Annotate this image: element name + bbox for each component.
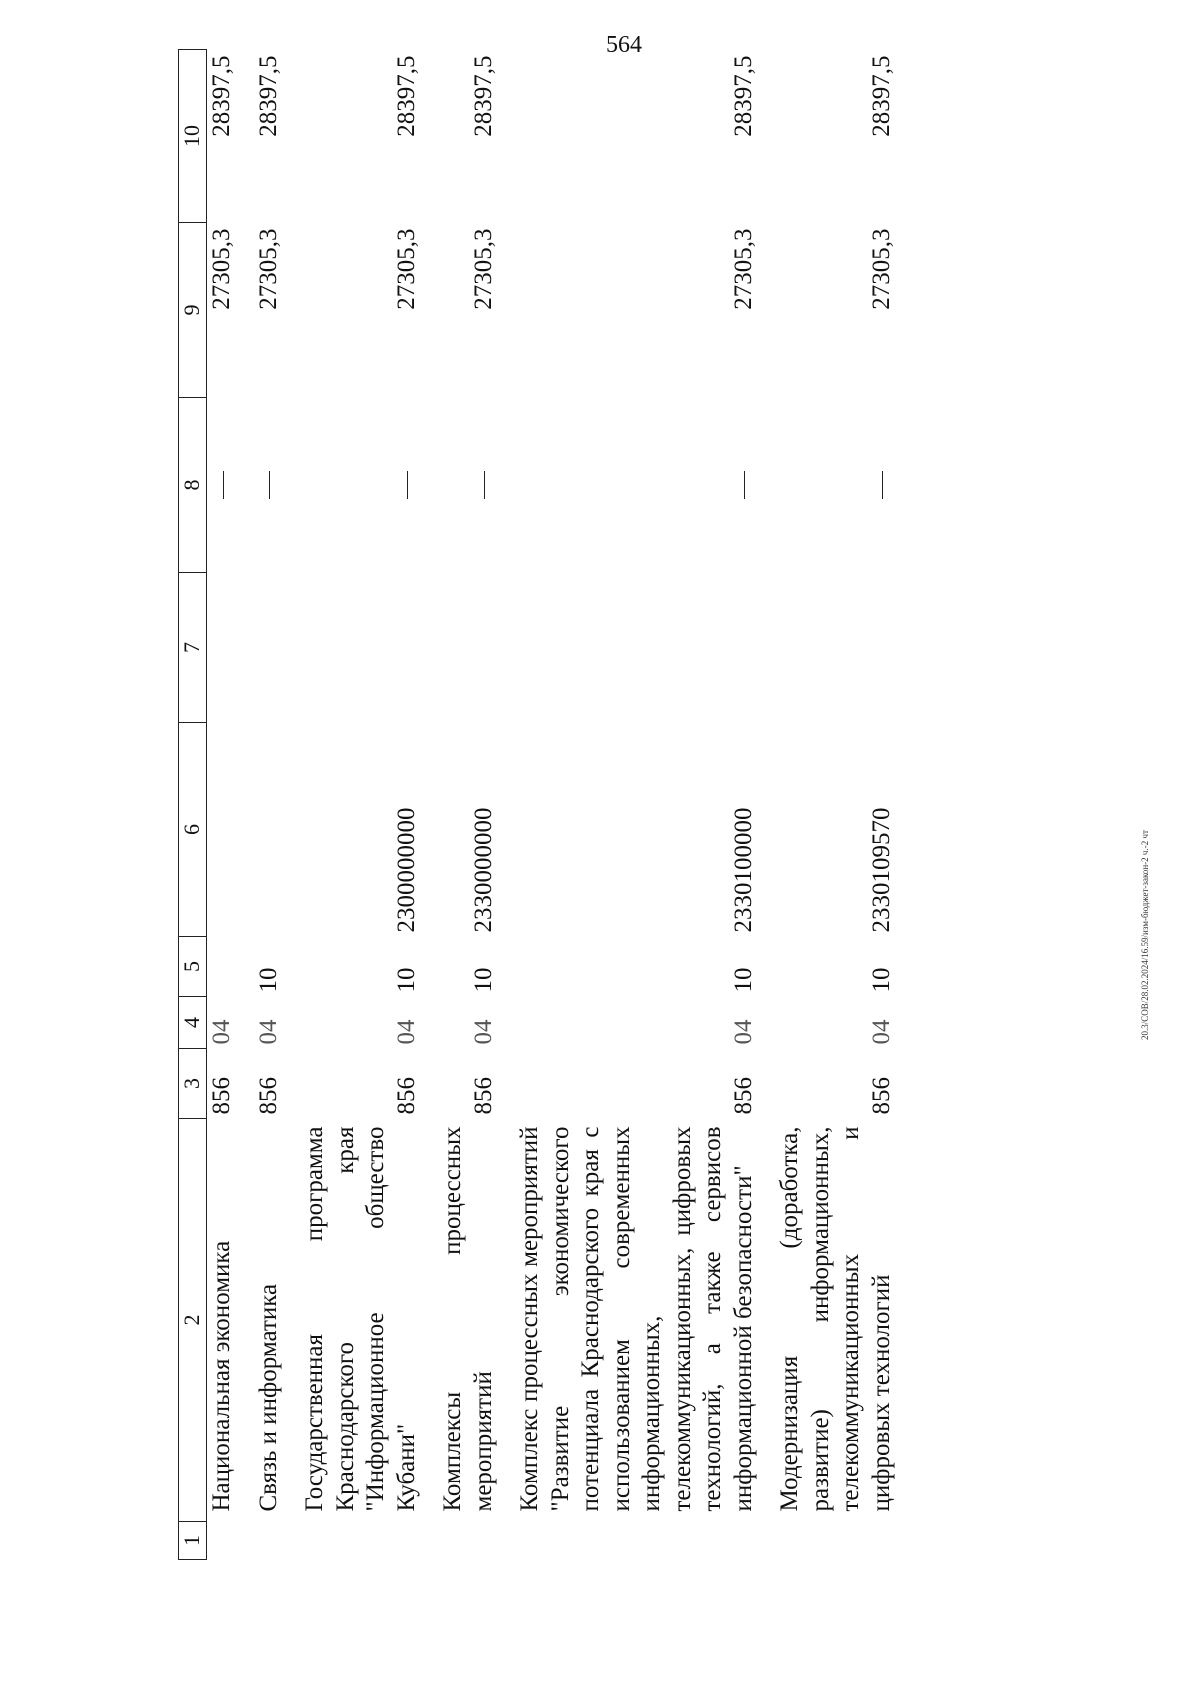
table-row: [422, 50, 499, 1560]
cell-col8: [238, 398, 285, 573]
cell-col6: 2330109570: [867, 807, 895, 933]
dash-mark: [223, 471, 224, 499]
cell-col9: 27305,3: [867, 228, 895, 310]
cell-col1: [207, 1522, 238, 1560]
cell-col4: 04: [469, 1019, 497, 1045]
cell-col9: 27305,3: [729, 228, 757, 310]
cell-col4: 04: [208, 1019, 235, 1045]
column-header: 9: [179, 223, 207, 398]
cell-col8: [284, 398, 422, 573]
footer-code: 20.3/СОВ/28.02.2024/16.59/изм-бюджет-закон-2 ч.-2 чт: [1140, 830, 1150, 1040]
table-row: [207, 50, 238, 1560]
dash-mark: [407, 471, 408, 499]
cell-col3: 856: [392, 1077, 420, 1115]
cell-col6: 2300000000: [392, 807, 420, 933]
cell-col3: 856: [208, 1077, 235, 1115]
cell-col1: [422, 1522, 499, 1560]
cell-col10: 28397,5: [208, 55, 235, 137]
cell-col7: [207, 573, 238, 723]
column-header: 10: [179, 50, 207, 223]
column-header: 2: [179, 1119, 207, 1522]
dash-mark: [882, 471, 883, 499]
cell-col10: 28397,5: [392, 55, 420, 137]
cell-col6: [207, 723, 238, 937]
column-header: 6: [179, 723, 207, 937]
cell-col6: 2330000000: [469, 807, 497, 933]
cell-col7: [759, 573, 897, 723]
cell-col5: 10: [729, 967, 757, 993]
cell-col4: 04: [729, 1019, 757, 1045]
cell-name: Комплексы процессных мероприятий: [439, 1126, 497, 1512]
column-header: 4: [179, 997, 207, 1049]
cell-name: Комплекс процессных мероприятий "Развитие экономического потенциала Краснодарского края с использованием современных информационных, телекоммуникационных, цифровых технологий, а также сервисов информационной безопасности": [516, 1126, 757, 1512]
dash-mark: [744, 471, 745, 499]
column-header: 1: [179, 1522, 207, 1560]
cell-col10: 28397,5: [254, 55, 282, 137]
cell-col8: [499, 398, 759, 573]
table-row: [238, 50, 285, 1560]
cell-col1: [759, 1522, 897, 1560]
cell-col7: [422, 573, 499, 723]
column-header: 3: [179, 1049, 207, 1119]
cell-col3: 856: [729, 1077, 757, 1115]
cell-col5: 10: [254, 967, 282, 993]
table-row: [759, 50, 897, 1560]
cell-col9: 27305,3: [254, 228, 282, 310]
cell-col1: [284, 1522, 422, 1560]
column-header: 8: [179, 398, 207, 573]
cell-name: Модернизация (доработка, развитие) информационных, телекоммуникационных и цифровых технологий: [776, 1126, 895, 1512]
table-row: [284, 50, 422, 1560]
page-number: 564: [606, 32, 642, 58]
dash-mark: [484, 471, 485, 499]
cell-col6: [238, 723, 285, 937]
budget-table: [178, 49, 897, 1560]
cell-col5: 10: [469, 967, 497, 993]
cell-col3: 856: [867, 1077, 895, 1115]
cell-name: Государственная программа Краснодарского края "Информационное общество Кубани": [301, 1126, 420, 1512]
table-row: [499, 50, 759, 1560]
cell-col5: [207, 937, 238, 997]
cell-col8: [422, 398, 499, 573]
cell-col10: 28397,5: [729, 55, 757, 137]
cell-col4: 04: [867, 1019, 895, 1045]
cell-col3: 856: [469, 1077, 497, 1115]
dash-mark: [269, 471, 270, 499]
cell-col9: 27305,3: [469, 228, 497, 310]
cell-col4: 04: [254, 1019, 282, 1045]
cell-col10: 28397,5: [867, 55, 895, 137]
cell-col7: [238, 573, 285, 723]
cell-col9: 27305,3: [208, 228, 235, 310]
cell-col6: 2330100000: [729, 807, 757, 933]
cell-col4: 04: [392, 1019, 420, 1045]
cell-col8: [759, 398, 897, 573]
cell-col10: 28397,5: [469, 55, 497, 137]
table-header-row: [179, 50, 207, 1560]
cell-name: Связь и информатика: [254, 1283, 282, 1512]
column-header: 7: [179, 573, 207, 723]
cell-col9: 27305,3: [392, 228, 420, 310]
cell-col7: [499, 573, 759, 723]
cell-col8: [207, 398, 238, 573]
column-header: 5: [179, 937, 207, 997]
cell-col5: 10: [867, 967, 895, 993]
cell-col3: 856: [254, 1077, 282, 1115]
cell-col1: [238, 1522, 285, 1560]
cell-name: Национальная экономика: [208, 1240, 235, 1512]
cell-col5: 10: [392, 967, 420, 993]
cell-col1: [499, 1522, 759, 1560]
budget-table-rotated: [178, 50, 1058, 1560]
cell-col7: [284, 573, 422, 723]
